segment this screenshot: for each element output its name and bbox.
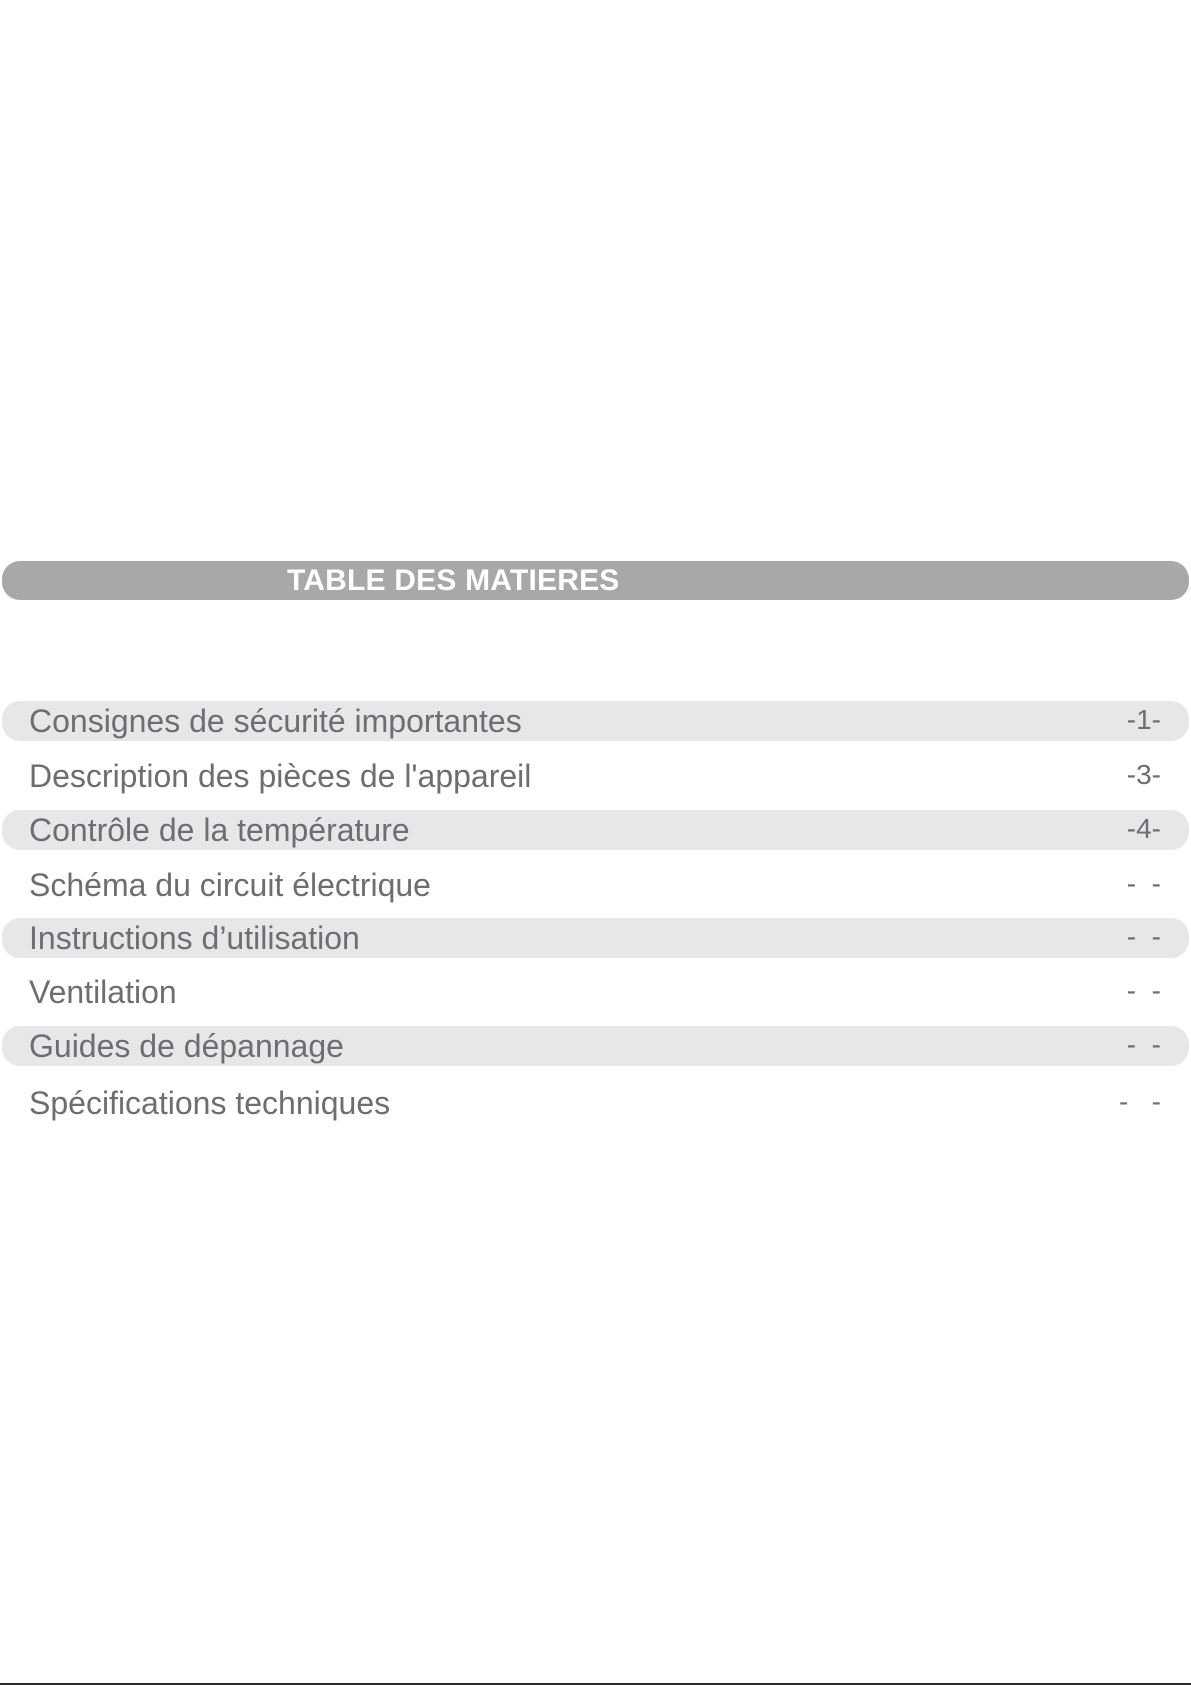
- toc-entry-label: Guides de dépannage: [29, 1028, 344, 1064]
- toc-entry-page: - -: [1126, 1029, 1161, 1060]
- toc-entry-page: - -: [1126, 921, 1161, 952]
- toc-entry-page: - -: [1126, 868, 1161, 899]
- toc-entry[interactable]: [2, 1083, 1189, 1123]
- toc-entry-label: Schéma du circuit électrique: [29, 867, 431, 903]
- toc-entry-page: - -: [1119, 1086, 1161, 1117]
- toc-entry[interactable]: [2, 810, 1189, 850]
- toc-entry-label: Consignes de sécurité importantes: [29, 703, 522, 739]
- toc-header-bar: [2, 561, 1189, 600]
- toc-entry[interactable]: [2, 972, 1189, 1012]
- toc-entry-label: Spécifications techniques: [29, 1085, 391, 1121]
- toc-entry-page: -3-: [1126, 759, 1161, 790]
- toc-entry[interactable]: [2, 1026, 1189, 1066]
- toc-entry-label: Description des pièces de l'appareil: [29, 758, 532, 794]
- toc-entry-page: -4-: [1126, 813, 1161, 844]
- toc-title: TABLE DES MATIERES: [287, 564, 620, 597]
- toc-entry-label: Ventilation: [29, 974, 177, 1010]
- toc-entry[interactable]: [2, 756, 1189, 796]
- toc-entry-label: Contrôle de la température: [29, 812, 410, 848]
- toc-entry[interactable]: [2, 701, 1189, 741]
- toc-entry-page: -1-: [1126, 704, 1161, 735]
- toc-entry-page: - -: [1126, 975, 1161, 1006]
- toc-entry-label: Instructions d’utilisation: [29, 920, 360, 956]
- toc-entry[interactable]: [2, 865, 1189, 905]
- toc-entry[interactable]: [2, 918, 1189, 958]
